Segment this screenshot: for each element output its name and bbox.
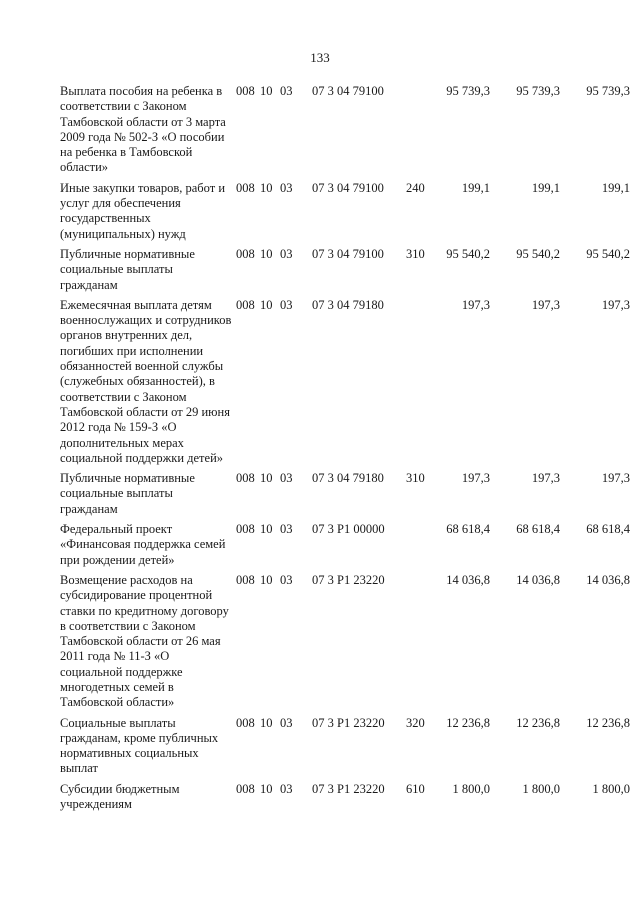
- row-name: Публичные нормативные социальные выплаты гражданам: [60, 471, 195, 516]
- dept-code: 008: [236, 84, 255, 98]
- section-code: 10: [260, 84, 273, 98]
- amount-year-3: 68 618,4: [586, 522, 630, 537]
- subsection-code: 03: [280, 246, 293, 261]
- expense-type-code: [406, 84, 432, 176]
- budget-table: [0, 84, 640, 817]
- section-code: 10: [260, 572, 273, 587]
- target-article-code: 07 3 04 79100: [312, 84, 384, 98]
- expense-type-code: 310: [406, 471, 425, 486]
- row-name: Субсидии бюджетным учреждениям: [60, 781, 180, 812]
- table-row: [0, 471, 640, 517]
- dept-code: 008: [236, 180, 255, 195]
- expense-type-code: 320: [406, 715, 425, 730]
- subsection-code: 03: [280, 84, 293, 98]
- table-row: [0, 522, 640, 568]
- amount-year-3: 197,3: [601, 471, 630, 486]
- amount-year-2: 95 739,3: [516, 84, 560, 98]
- amount-year-1: 95 739,3: [446, 84, 490, 98]
- expense-type-code: [406, 573, 432, 711]
- table-row: [0, 782, 640, 813]
- amount-year-2: 95 540,2: [516, 246, 560, 261]
- dept-code: 008: [236, 246, 255, 261]
- dept-code: 008: [236, 471, 255, 486]
- dept-code: 008: [236, 522, 255, 537]
- dept-code: 008: [236, 297, 255, 312]
- table-row: [0, 181, 640, 242]
- amount-year-2: 199,1: [531, 180, 560, 195]
- row-name: Возмещение расходов на субсидирование процентной ставки по кредитному договору в соответствии с Законом Тамбовской области от 26 мая 2011 года № 11-З «О социальной поддержке многодетных семей в Тамбовской области»: [60, 572, 229, 710]
- section-code: 10: [260, 297, 273, 312]
- amount-year-2: 68 618,4: [516, 522, 560, 537]
- row-name: Федеральный проект «Финансовая поддержка семей при рождении детей»: [60, 522, 226, 567]
- amount-year-3: 95 540,2: [586, 246, 630, 261]
- target-article-code: 07 3 Р1 23220: [312, 781, 385, 796]
- table-row: [0, 247, 640, 293]
- amount-year-1: 197,3: [461, 297, 490, 312]
- target-article-code: 07 3 Р1 23220: [312, 572, 385, 587]
- row-name: Ежемесячная выплата детям военнослужащих и сотрудников органов внутренних дел, погибших при исполнении обязанностей военной службы (служебных обязанностей), в соответствии с Законом Тамбовской области от 29 июня 2012 года № 159-З «О дополнительных мерах социальной поддержки детей»: [60, 297, 232, 465]
- row-name: Публичные нормативные социальные выплаты гражданам: [60, 246, 195, 292]
- amount-year-1: 12 236,8: [446, 715, 490, 730]
- section-code: 10: [260, 715, 273, 730]
- amount-year-2: 1 800,0: [522, 781, 560, 796]
- subsection-code: 03: [280, 572, 293, 587]
- subsection-code: 03: [280, 715, 293, 730]
- section-code: 10: [260, 246, 273, 261]
- expense-type-code: 240: [406, 180, 425, 195]
- amount-year-3: 197,3: [601, 297, 630, 312]
- subsection-code: 03: [280, 471, 293, 486]
- dept-code: 008: [236, 781, 255, 796]
- target-article-code: 07 3 04 79180: [312, 471, 384, 486]
- amount-year-2: 197,3: [531, 297, 560, 312]
- expense-type-code: [406, 298, 432, 466]
- amount-year-2: 197,3: [531, 471, 560, 486]
- section-code: 10: [260, 522, 273, 537]
- amount-year-1: 95 540,2: [446, 246, 490, 261]
- section-code: 10: [260, 471, 273, 486]
- amount-year-3: 14 036,8: [586, 572, 630, 587]
- target-article-code: 07 3 04 79180: [312, 297, 384, 312]
- amount-year-1: 1 800,0: [452, 781, 490, 796]
- table-row: [0, 84, 640, 176]
- amount-year-2: 12 236,8: [516, 715, 560, 730]
- target-article-code: 07 3 Р1 00000: [312, 522, 385, 537]
- amount-year-1: 68 618,4: [446, 522, 490, 537]
- amount-year-3: 199,1: [601, 180, 630, 195]
- amount-year-1: 197,3: [461, 471, 490, 486]
- amount-year-3: 1 800,0: [592, 781, 630, 796]
- amount-year-2: 14 036,8: [516, 572, 560, 587]
- row-name: Иные закупки товаров, работ и услуг для обеспечения государственных (муниципальных) нужд: [60, 180, 226, 241]
- dept-code: 008: [236, 572, 255, 587]
- section-code: 10: [260, 781, 273, 796]
- amount-year-1: 199,1: [461, 180, 490, 195]
- table-row: [0, 573, 640, 711]
- expense-type-code: 610: [406, 781, 425, 796]
- amount-year-1: 14 036,8: [446, 572, 490, 587]
- row-name: Социальные выплаты гражданам, кроме публичных нормативных социальных выплат: [60, 715, 219, 776]
- dept-code: 008: [236, 715, 255, 730]
- target-article-code: 07 3 04 79100: [312, 180, 384, 195]
- target-article-code: 07 3 04 79100: [312, 246, 384, 261]
- amount-year-3: 95 739,3: [586, 84, 630, 98]
- page-number: 133: [310, 50, 330, 65]
- expense-type-code: [406, 522, 432, 568]
- amount-year-3: 12 236,8: [586, 715, 630, 730]
- expense-type-code: 310: [406, 246, 425, 261]
- subsection-code: 03: [280, 180, 293, 195]
- target-article-code: 07 3 Р1 23220: [312, 715, 385, 730]
- table-row: [0, 716, 640, 777]
- subsection-code: 03: [280, 781, 293, 796]
- section-code: 10: [260, 180, 273, 195]
- subsection-code: 03: [280, 522, 293, 537]
- table-row: [0, 298, 640, 466]
- subsection-code: 03: [280, 297, 293, 312]
- row-name: Выплата пособия на ребенка в соответствии с Законом Тамбовской области от 3 марта 2009 года № 502-З «О пособии на ребенка в Тамбовской области»: [60, 84, 226, 175]
